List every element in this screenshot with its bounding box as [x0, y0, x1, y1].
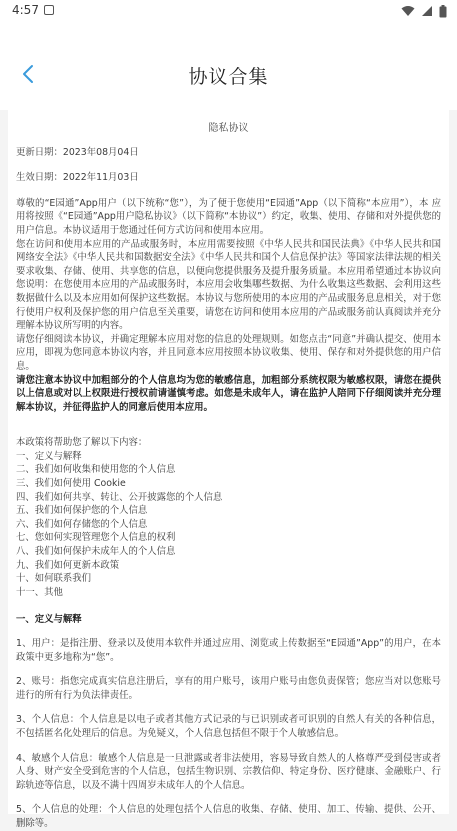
agreement-card	[8, 110, 449, 829]
definition-account: 2、账号：指您完成真实信息注册后，享有的用户账号，该用户账号由您负责保管；您应当对以您账号进行的所有行为负法律责任。	[16, 676, 441, 701]
toc-list	[16, 450, 441, 600]
app-header	[0, 22, 457, 110]
doc-title: 隐私协议	[208, 123, 249, 134]
status-bar	[0, 0, 457, 22]
updated-date: 更新日期：2023年08月04日	[16, 146, 139, 158]
wifi-icon	[401, 5, 415, 17]
toc-item: 十一、其他	[16, 586, 63, 598]
toc-item: 三、我们如何使用 Cookie	[16, 478, 126, 490]
toc-item: 九、我们如何更新本政策	[16, 559, 120, 571]
toc-intro: 本政策将帮助您了解以下内容：	[16, 437, 148, 449]
intro-paragraph-1: 尊敬的“E园通”App用户（以下统称“您”），为了便于您使用“E园通”App（以下简称“本应用”），本 应 用将按照《“E园通”App用户隐私协议》（以下简称“本协议”）约定，收集、使用、存储和对外提供您的用户信息。本协议适用于您通过任何方式访问和使用本应用。	[16, 197, 441, 236]
intro-bold-paragraph: 请您注意本协议中加粗部分的个人信息均为您的敏感信息，加粗部分系统权限为敏感权限，请您在提供以上信息或对以上权限进行授权前请谨慎考虑。如您是未成年人，请在监护人陪同下仔细阅读并充分理解本协议，并征得监护人的同意后使用本应用。	[16, 374, 441, 413]
agreement-document	[8, 110, 449, 831]
intro-paragraph-2: 您在访问和使用本应用的产品或服务时，本应用需要按照《中华人民共和国民法典》《中华人民共和国网络安全法》《中华人民共和国数据安全法》《中华人民共和国个人信息保护法》等国家法律法规的相关要求收集、存储、使用、共享您的信息，以便向您提供服务及提升服务质量。本应用希望通过本协议向您说明：在您使用本应用的产品或服务时，本应用会收集哪些数据、为什么收集这些数据、会利用这些数据做什么以及本应用如何保护这些数据。本协议与您所使用的本应用的产品或服务息息相关，对于您行使用户权利及保护您的用户信息至关重要，请您在访问和使用本应用的产品或服务前认真阅读并充分理解本协议所写明的内容。	[16, 238, 441, 332]
page-title: 协议合集	[188, 66, 269, 88]
effective-date: 生效日期：2022年11月03日	[16, 172, 139, 184]
toc-item: 四、我们如何共享、转让、公开披露您的个人信息	[16, 491, 223, 503]
toc-item: 十、如何联系我们	[16, 573, 92, 585]
definition-processing: 5、个人信息的处理：个人信息的处理包括个人信息的收集、存储、使用、加工、传输、提供、公开、删除等。	[16, 804, 441, 829]
notification-box-icon	[44, 5, 54, 15]
intro-paragraph-3: 请您仔细阅读本协议，并确定理解本应用对您的信息的处理规则。如您点击“同意”并确认提交、使用本应用，即视为您同意本协议内容，并且同意本应用按照本协议收集、使用、保存和对外提供您的用户信息。	[16, 333, 441, 372]
definition-sensitive-info: 4、敏感个人信息：敏感个人信息是一旦泄露或者非法使用，容易导致自然人的人格尊严受到侵害或者人身、财产安全受到危害的个人信息，包括生物识别、宗教信仰、特定身份、医疗健康、金融账户、行踪轨迹等信息，以及不满十四周岁未成年人的个人信息。	[16, 752, 441, 791]
toc-item: 八、我们如何保护未成年人的个人信息	[16, 546, 176, 558]
battery-icon	[439, 5, 447, 18]
toc-item: 二、我们如何收集和使用您的个人信息	[16, 464, 176, 476]
toc-item: 五、我们如何保护您的个人信息	[16, 505, 148, 517]
agreement-scroll-area[interactable]	[0, 110, 457, 829]
status-time: 4:57	[12, 3, 39, 17]
toc-item: 六、我们如何存储您的个人信息	[16, 518, 148, 530]
definition-personal-info: 3、个人信息：个人信息是以电子或者其他方式记录的与已识别或者可识别的自然人有关的各种信息，不包括匿名化处理后的信息。为免疑义，个人信息包括但不限于个人敏感信息。	[16, 714, 441, 739]
toc-item: 七、您如何实现管理您个人信息的权利	[16, 532, 176, 544]
status-icons	[401, 3, 447, 19]
toc-item: 一、定义与解释	[16, 450, 82, 462]
signal-icon	[421, 5, 433, 17]
section-1-title: 一、定义与解释	[16, 614, 82, 626]
definition-user: 1、用户：是指注册、登录以及使用本软件并通过应用、浏览或上传数据至“E园通”App”的用户，在本政策中更多地称为“您”。	[16, 638, 441, 663]
